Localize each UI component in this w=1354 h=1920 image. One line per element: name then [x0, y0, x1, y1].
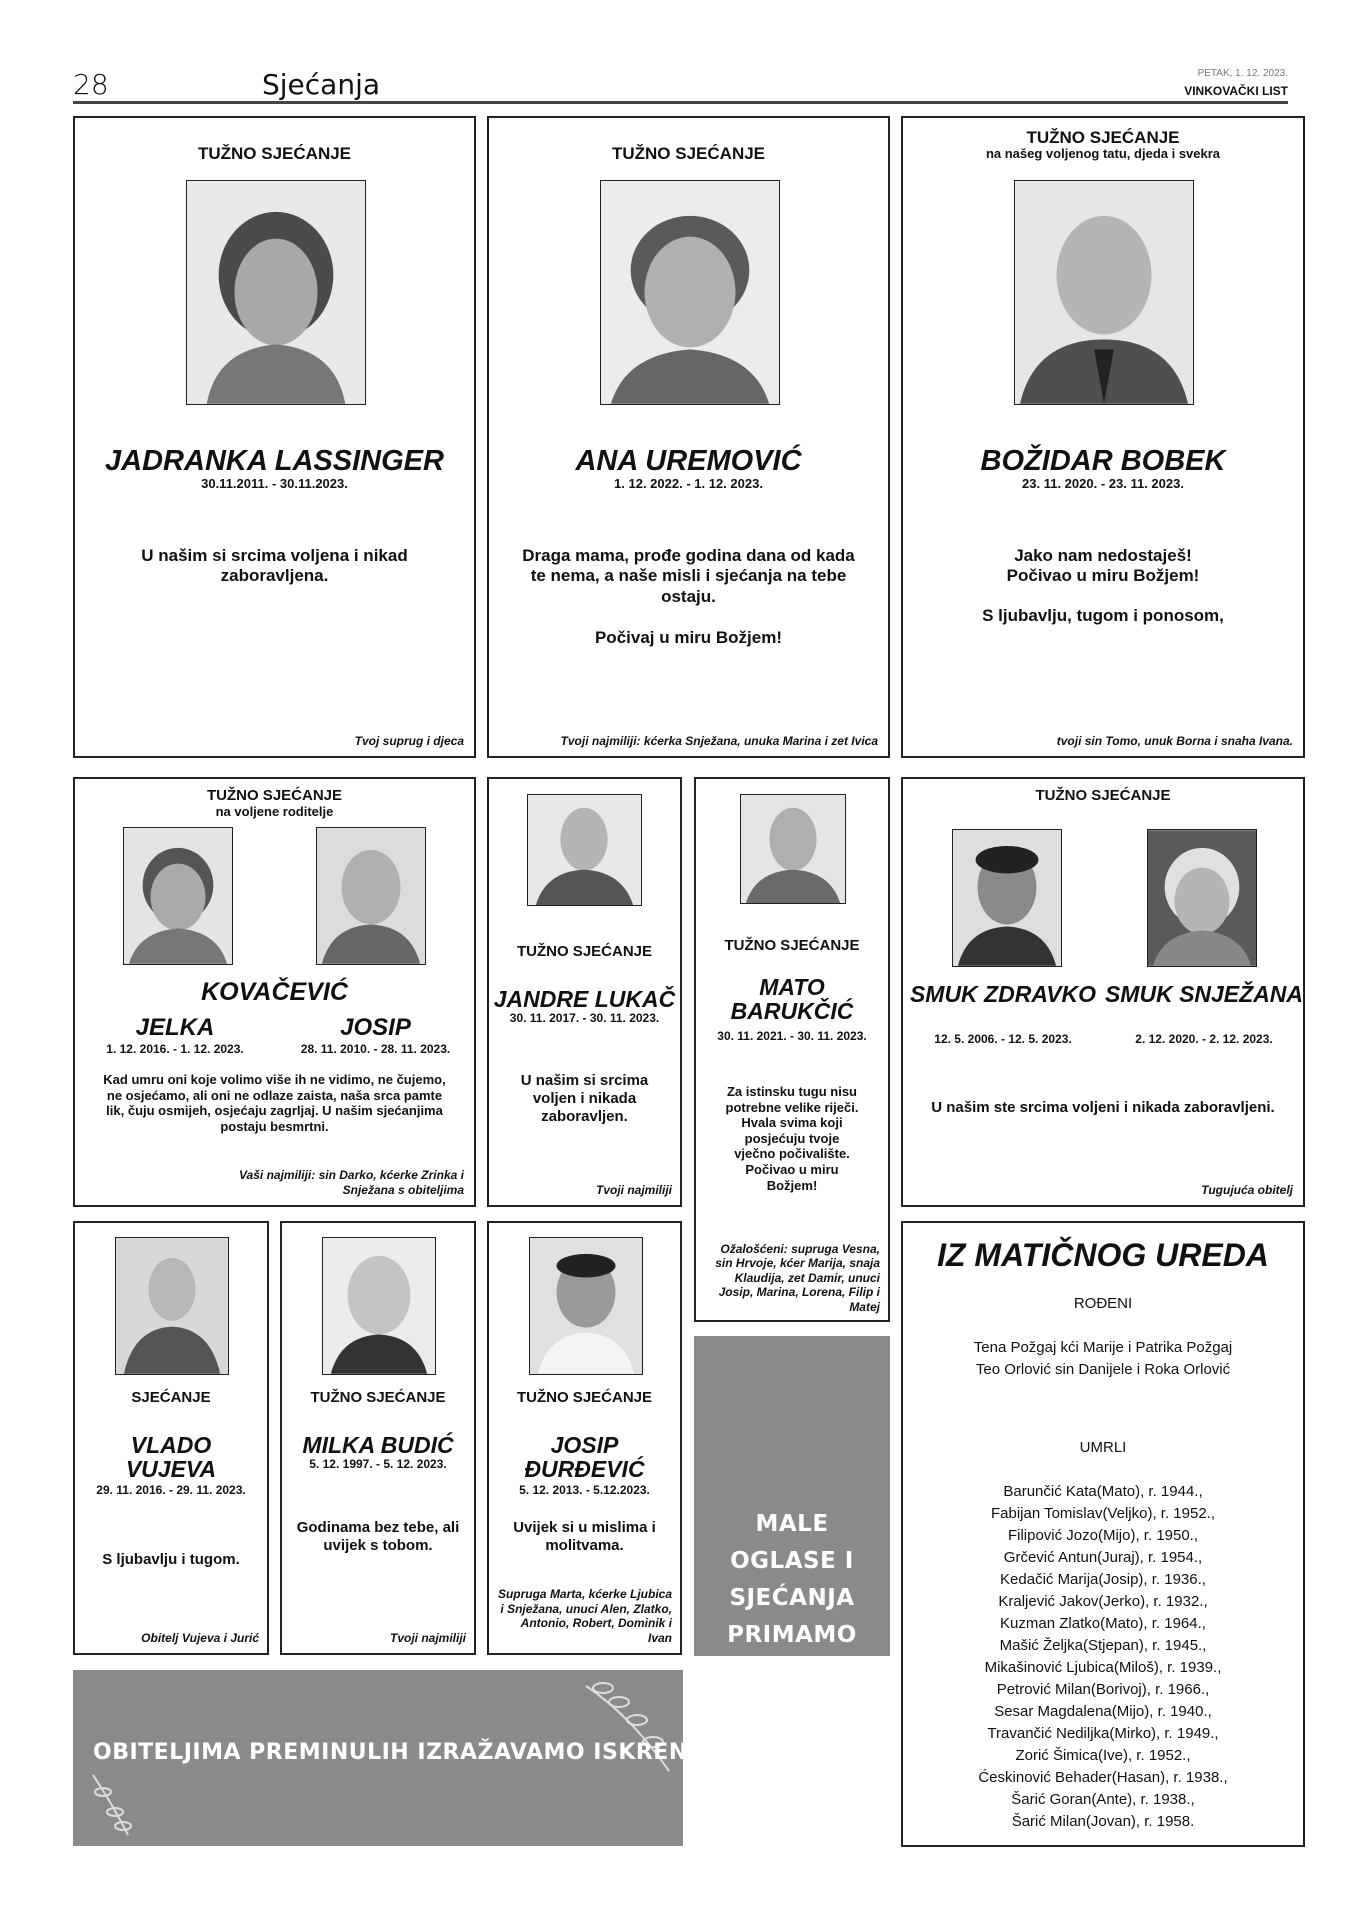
memorial-dates: 1. 12. 2022. - 1. 12. 2023.	[614, 476, 763, 491]
ad-heading: TUŽNO SJEĆANJE	[197, 144, 352, 163]
ad-subheading: na našeg voljenog tatu, djeda i svekra	[985, 146, 1221, 161]
memorial-dates: 30. 11. 2017. - 30. 11. 2023.	[509, 1011, 660, 1025]
portrait-photo	[529, 1237, 643, 1375]
born-list	[903, 1337, 1303, 1381]
ad-budic	[280, 1221, 476, 1655]
deadline-notice	[694, 1336, 890, 1722]
memorial-prayer: Počivaj u miru Božjem!	[594, 628, 783, 647]
portrait-photo	[115, 1237, 229, 1375]
deceased-name-2: SMUK SNJEŽANA	[1104, 981, 1304, 1007]
memorial-message: Draga mama, prođe godina dana od kada te nema, a naše misli i sjećanja na tebe ostaju.	[522, 546, 855, 606]
ad-barukcic	[694, 777, 890, 1322]
ad-lukac	[487, 777, 682, 1207]
ad-heading: TUŽNO SJEĆANJE	[1026, 128, 1180, 147]
died-heading: UMRLI	[1079, 1439, 1127, 1456]
died-entry: Kuzman Zlatko(Mato), r. 1964.,	[1000, 1615, 1206, 1632]
ad-heading: TUŽNO SJEĆANJE	[310, 1389, 446, 1406]
ad-uremovic	[487, 116, 890, 758]
signature: tvoji sin Tomo, unuk Borna i snaha Ivana.	[1056, 733, 1293, 748]
died-entry: Šarić Goran(Ante), r. 1938.,	[1011, 1791, 1195, 1808]
deceased-name: JADRANKA LASSINGER	[105, 445, 444, 477]
memorial-dates-1: 12. 5. 2006. - 12. 5. 2023.	[934, 1032, 1072, 1046]
memorial-dates-2: 28. 11. 2010. - 28. 11. 2023.	[300, 1042, 451, 1056]
ad-kovacevic	[73, 777, 476, 1207]
memorial-message: S ljubavlju i tugom.	[102, 1551, 240, 1568]
signature: Tvoji najmiliji	[389, 1630, 466, 1645]
signature: Tvoj suprug i djeca	[354, 733, 464, 748]
ad-heading: TUŽNO SJEĆANJE	[516, 943, 653, 960]
deceased-name: JOSIP ĐURĐEVIĆ	[524, 1432, 645, 1483]
portrait-photo-josip	[316, 827, 426, 965]
memorial-message: Jako nam nedostaješ! Počivao u miru Božjem!	[1006, 546, 1200, 586]
ad-bobek	[901, 116, 1305, 758]
ad-heading: TUŽNO SJEĆANJE	[1035, 787, 1171, 804]
paper-name: VINKOVAČKI LIST	[1184, 84, 1288, 98]
ad-heading: TUŽNO SJEĆANJE	[516, 1389, 653, 1406]
died-entry: Mašić Željka(Stjepan), r. 1945.,	[999, 1637, 1207, 1654]
ad-heading: TUŽNO SJEĆANJE	[206, 787, 343, 804]
deceased-name: MILKA BUDIĆ	[302, 1432, 454, 1458]
memorial-dates: 23. 11. 2020. - 23. 11. 2023.	[1022, 476, 1184, 491]
died-entry: Fabijan Tomislav(Veljko), r. 1952.,	[991, 1505, 1215, 1522]
memorial-dates: 5. 12. 2013. - 5.12.2023.	[519, 1483, 650, 1497]
deceased-name: JANDRE LUKAČ	[493, 986, 676, 1012]
deceased-name: MATO BARUKČIĆ	[730, 974, 854, 1025]
deceased-name-1: JELKA	[135, 1014, 215, 1041]
portrait-photo-snjezana	[1147, 829, 1257, 967]
memorial-message: Za istinsku tugu nisu potrebne velike riječi. Hvala svima koji posjećuju tvoje vječno počivalište. Počivao u miru Božjem!	[725, 1084, 859, 1193]
condolence-banner	[73, 1670, 800, 1846]
header-rule	[73, 101, 1288, 104]
died-entry: Zorić Šimica(Ive), r. 1952.,	[1015, 1747, 1191, 1764]
portrait-photo	[600, 180, 780, 405]
signature: Tvoji najmiliji	[595, 1182, 672, 1197]
portrait-photo	[1014, 180, 1194, 405]
died-entry: Travančić Nediljka(Mirko), r. 1949.,	[987, 1725, 1219, 1742]
died-entry: Barunčić Kata(Mato), r. 1944.,	[1003, 1483, 1203, 1500]
registry-title: IZ MATIČNOG UREDA	[937, 1237, 1269, 1273]
deceased-name-2: JOSIP	[340, 1014, 411, 1041]
died-entry: Kedačić Marija(Josip), r. 1936.,	[1000, 1571, 1206, 1588]
born-entry: Tena Požgaj kći Marije i Patrika Požgaj	[973, 1339, 1233, 1356]
issue-date: PETAK, 1. 12. 2023.	[1197, 68, 1288, 79]
portrait-photo-zdravko	[952, 829, 1062, 967]
portrait-photo	[186, 180, 366, 405]
memorial-dates: 29. 11. 2016. - 29. 11. 2023.	[96, 1483, 246, 1497]
memorial-dates-1: 1. 12. 2016. - 1. 12. 2023.	[106, 1042, 244, 1056]
memorial-message: Uvijek si u mislima i molitvama.	[513, 1519, 656, 1554]
leaf-ornament-icon	[83, 1770, 143, 1840]
ad-smuk	[901, 777, 1305, 1207]
memorial-message: U našim ste srcima voljeni i nikada zaboravljeni.	[931, 1099, 1275, 1116]
memorial-dates: 5. 12. 1997. - 5. 12. 2023.	[309, 1457, 447, 1471]
born-entry: Teo Orlović sin Danijele i Roka Orlović	[975, 1361, 1231, 1378]
died-entry: Mikašinović Ljubica(Miloš), r. 1939.,	[984, 1659, 1222, 1676]
memorial-closing: S ljubavlju, tugom i ponosom,	[982, 606, 1224, 625]
ad-durdevic	[487, 1221, 682, 1655]
condolence-text: OBITELJIMA PREMINULIH IZRAŽAVAMO ISKRENU SUĆUT	[93, 1740, 800, 1765]
died-entry: Grčević Antun(Juraj), r. 1954.,	[1003, 1549, 1203, 1566]
signature: Tugujuća obitelj	[1201, 1182, 1293, 1197]
memorial-message: U našim si srcima voljena i nikad zaboravljena.	[141, 546, 408, 586]
section-title: Sjećanja	[262, 68, 381, 101]
died-entry: Kraljević Jakov(Jerko), r. 1932.,	[998, 1593, 1208, 1610]
portrait-photo	[322, 1237, 436, 1375]
portrait-photo	[527, 794, 642, 906]
memorial-dates: 30. 11. 2021. - 30. 11. 2023.	[717, 1029, 867, 1043]
died-entry: Sesar Magdalena(Mijo), r. 1940.,	[994, 1703, 1212, 1720]
signature: Vaši najmiliji: sin Darko, kćerke Zrinka i Snježana s obiteljima	[239, 1168, 464, 1197]
memorial-message: U našim si srcima voljen i nikada zaboravljen.	[520, 1072, 649, 1125]
ad-subheading: na voljene roditelje	[215, 804, 334, 819]
died-entry: Šarić Milan(Jovan), r. 1958.	[1011, 1813, 1195, 1830]
memorial-dates: 30.11.2011. - 30.11.2023.	[201, 476, 348, 491]
died-entry: Petrović Milan(Borivoj), r. 1966.,	[996, 1681, 1210, 1698]
born-heading: ROĐENI	[1073, 1295, 1133, 1312]
portrait-photo	[740, 794, 846, 904]
ad-lassinger	[73, 116, 476, 758]
ad-vujeva	[73, 1221, 269, 1655]
family-surname: KOVAČEVIĆ	[201, 978, 348, 1006]
died-list	[903, 1481, 1303, 1833]
memorial-message: Kad umru oni koje volimo više ih ne vidimo, ne čujemo, ne osjećamo, ali oni ne odlaze zaista, naša srca pamte lik, čuju osmijeh, osjećaju zagrljaj. U našim sjećanjima postaju besmrtni.	[103, 1072, 446, 1134]
deceased-name: VLADO VUJEVA	[125, 1432, 217, 1483]
died-entry: Ćeskinović Behader(Hasan), r. 1938.,	[978, 1769, 1228, 1786]
ad-heading: TUŽNO SJEĆANJE	[724, 937, 860, 954]
memorial-message: Godinama bez tebe, ali uvijek s tobom.	[296, 1519, 460, 1554]
signature: Tvoji najmiliji: kćerka Snježana, unuka Marina i zet Ivica	[560, 733, 878, 748]
registry-box	[901, 1221, 1305, 1847]
died-entry: Filipović Jozo(Mijo), r. 1950.,	[1007, 1527, 1199, 1544]
signature: Ožalošćeni: supruga Vesna, sin Hrvoje, kćer Marija, snaja Klaudija, zet Damir, unuci Josip, Marina, Lorena, Filip i Matej	[715, 1242, 880, 1314]
portrait-photo-jelka	[123, 827, 233, 965]
deadline-text: MALE OGLASE I SJEĆANJA PRIMAMO DO SRIJEDE U 10 SATI	[715, 1511, 869, 1722]
page-number: 28	[73, 68, 109, 101]
signature: Obitelj Vujeva i Jurić	[141, 1630, 259, 1645]
ad-heading: TUŽNO SJEĆANJE	[611, 144, 766, 163]
deceased-name: BOŽIDAR BOBEK	[980, 445, 1226, 477]
signature: Supruga Marta, kćerke Ljubica i Snježana, unuci Alen, Zlatko, Antonio, Robert, Dominik i Ivan	[497, 1587, 672, 1645]
deceased-name: ANA UREMOVIĆ	[575, 445, 802, 477]
memorial-dates-2: 2. 12. 2020. - 2. 12. 2023.	[1135, 1032, 1273, 1046]
deceased-name-1: SMUK ZDRAVKO	[909, 981, 1097, 1007]
ad-heading: SJEĆANJE	[131, 1389, 211, 1406]
